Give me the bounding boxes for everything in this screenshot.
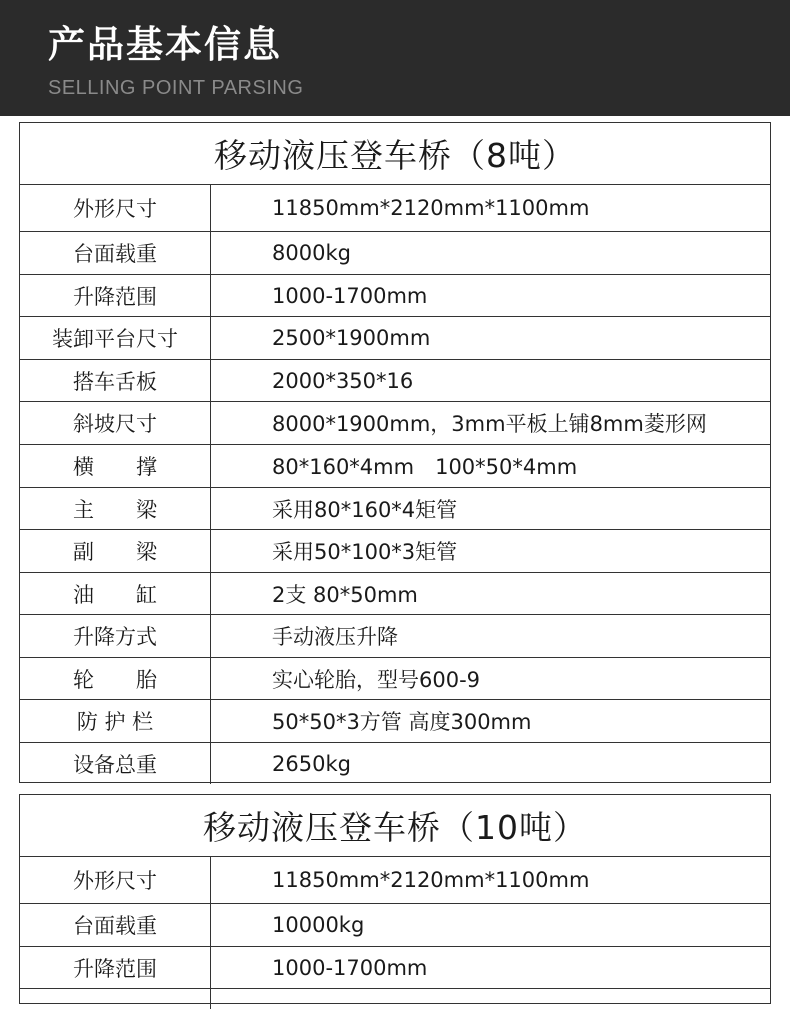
table-title: 移动液压登车桥（10吨） [20,795,770,857]
table-title: 移动液压登车桥（8吨） [20,123,770,185]
table-row [20,904,770,947]
row-label: 升降范围 [20,947,211,988]
row-value: 1000-1700mm [272,283,428,308]
row-value: 8000kg [272,241,351,265]
table-row [20,615,770,658]
row-label: 防 护 栏 [20,700,211,742]
row-value: 手动液压升降 [272,625,398,649]
row-label: 横 撑 [20,445,211,487]
row-value: 1000-1700mm [272,955,428,980]
table-row [20,857,770,904]
table-row [20,743,770,784]
row-label: 装卸平台尺寸 [20,317,211,359]
row-label: 副 梁 [20,530,211,572]
section-subtitle: SELLING POINT PARSING [48,77,304,99]
table-row [20,947,770,989]
row-value: 实心轮胎，型号600-9 [272,667,481,692]
table-row [20,700,770,743]
spec-table-10t [19,794,771,1004]
row-value: 11850mm*2120mm*1100mm [272,868,590,892]
table-row [20,232,770,275]
row-value: 11850mm*2120mm*1100mm [272,196,590,220]
row-value: 2000*350*16 [272,368,414,393]
row-label: 台面载重 [20,232,211,274]
row-value: 80*160*4mm 100*50*4mm [272,455,578,479]
row-label: 升降方式 [20,615,211,657]
row-label: 主 梁 [20,488,211,529]
row-value [211,989,770,1009]
table-row [20,317,770,360]
row-label: 斜坡尺寸 [20,402,211,444]
table-row [20,658,770,700]
row-label [20,989,211,1009]
spec-table-8t [19,122,771,783]
row-label: 设备总重 [20,743,211,784]
row-value: 2支 80*50mm [272,582,418,607]
row-value: 8000*1900mm，3mm平板上铺8mm菱形网 [272,412,707,436]
row-value: 2500*1900mm [272,326,431,350]
table-row [20,185,770,232]
row-label: 轮 胎 [20,658,211,699]
row-label: 油 缸 [20,573,211,614]
row-label: 外形尺寸 [20,185,211,231]
table-row [20,488,770,530]
table-row [20,275,770,317]
row-label: 搭车舌板 [20,360,211,401]
row-value: 2650kg [272,751,351,776]
table-row [20,530,770,573]
section-header [0,0,790,116]
table-row [20,989,770,1009]
section-title: 产品基本信息 [48,23,282,66]
table-row [20,445,770,488]
row-value: 10000kg [272,913,365,937]
table-row [20,360,770,402]
row-label: 台面载重 [20,904,211,946]
table-row [20,573,770,615]
row-label: 升降范围 [20,275,211,316]
table-row [20,402,770,445]
row-value: 采用80*160*4矩管 [272,497,458,522]
row-value: 采用50*100*3矩管 [272,540,458,564]
row-label: 外形尺寸 [20,857,211,903]
row-value: 50*50*3方管 高度300mm [272,710,532,734]
